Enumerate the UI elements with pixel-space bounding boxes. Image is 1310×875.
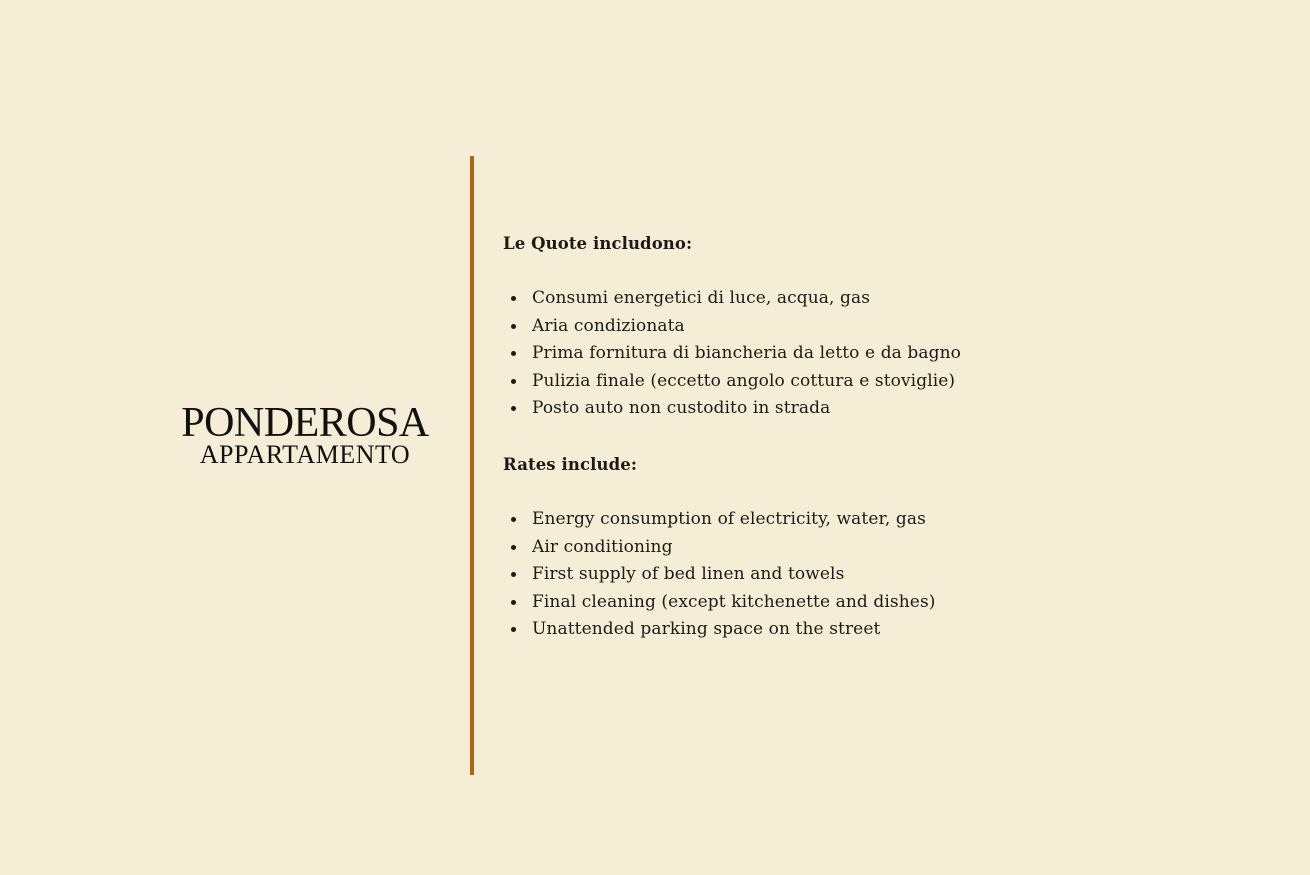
inclusions-content [503,230,1223,644]
list-item [503,534,1223,562]
section-italian [503,230,1223,423]
list-item [503,616,1223,644]
bullet-icon [511,406,516,411]
section-heading-english: Rates include: [503,454,638,474]
list-item [503,589,1223,617]
section-english [503,451,1223,644]
section-heading-italian: Le Quote includono: [503,234,693,253]
list-item-text: First supply of bed linen and towels [532,564,845,585]
list-item-text: Aria condizionata [532,315,685,336]
bullet-icon [511,572,516,577]
list-item-text: Unattended parking space on the street [532,619,881,640]
list-item [503,313,1223,341]
vertical-divider [470,156,474,775]
bullet-icon [511,517,516,522]
bullet-icon [511,545,516,550]
list-item-text: Prima fornitura di biancheria da letto e da bagno [532,343,961,364]
brand-block [150,400,460,469]
list-item-text: Consumi energetici di luce, acqua, gas [532,288,871,308]
list-item-text: Pulizia finale (eccetto angolo cottura e stoviglie) [532,370,956,391]
inclusions-list-english [503,506,1223,644]
bullet-icon [511,351,516,356]
bullet-icon [511,379,516,384]
list-item-text: Air conditioning [532,536,673,557]
list-item-text: Energy consumption of electricity, water, gas [532,508,926,529]
list-item-text: Posto auto non custodito in strada [532,398,831,419]
list-item [503,561,1223,589]
brand-subtitle: APPARTAMENTO [199,440,411,469]
list-item [503,285,1223,313]
list-item [503,506,1223,534]
inclusions-list-italian [503,285,1223,423]
list-item-text: Final cleaning (except kitchenette and dishes) [532,591,936,612]
brand-title: PONDEROSA [181,400,429,446]
list-item [503,340,1223,368]
bullet-icon [511,600,516,605]
bullet-icon [511,324,516,329]
bullet-icon [511,627,516,632]
list-item [503,368,1223,396]
bullet-icon [511,296,516,301]
list-item [503,395,1223,423]
